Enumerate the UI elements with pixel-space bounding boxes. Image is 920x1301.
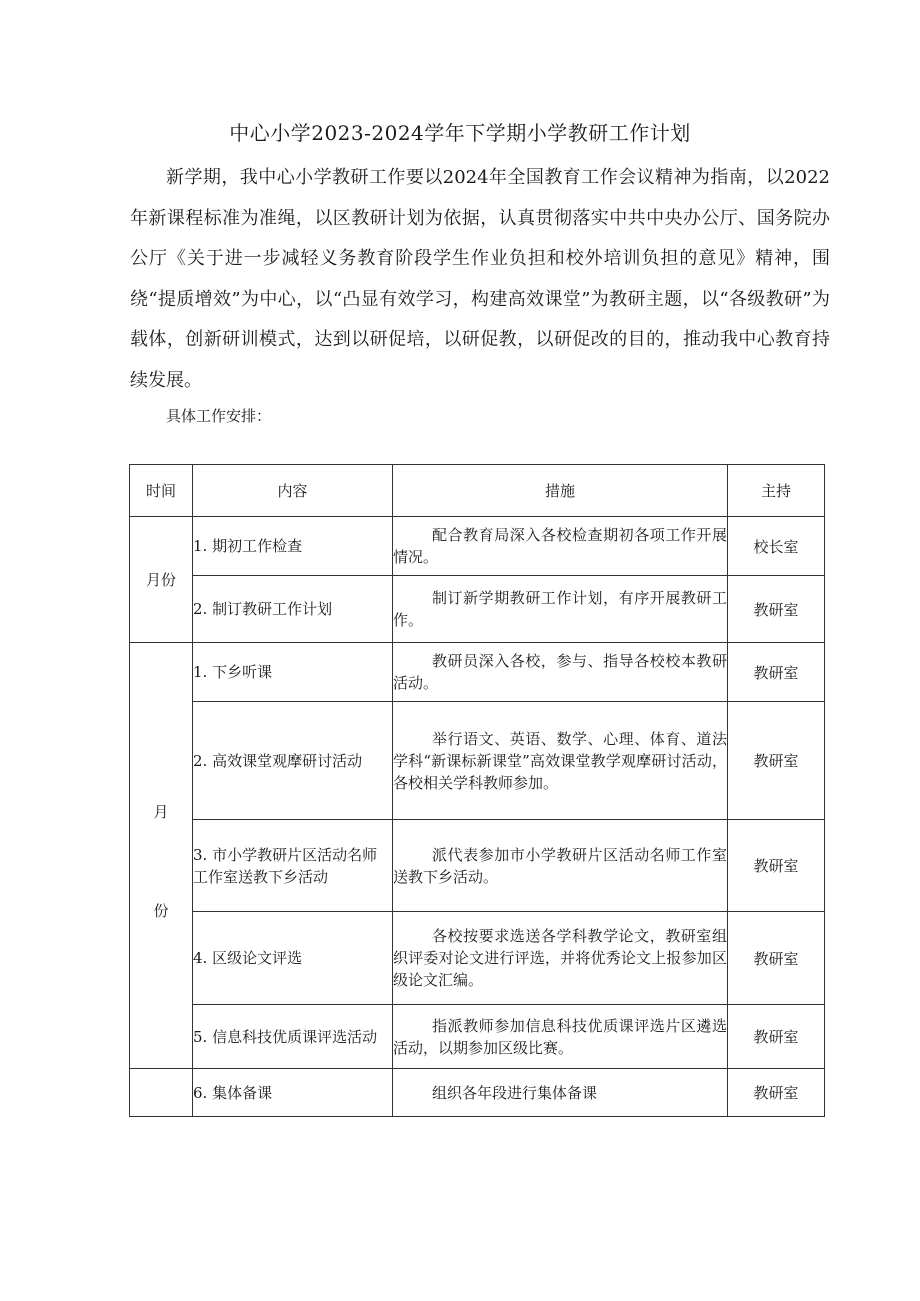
content-cell: 3. 市小学教研片区活动名师工作室送教下乡活动	[193, 820, 393, 912]
content-cell: 1. 下乡听课	[193, 643, 393, 702]
header-time: 时间	[130, 465, 193, 517]
measure-cell: 制订新学期教研工作计划，有序开展教研工作。	[393, 576, 728, 643]
host-cell: 教研室	[728, 1069, 825, 1117]
time-cell-empty	[130, 1069, 193, 1117]
header-measure: 措施	[393, 465, 728, 517]
host-cell: 教研室	[728, 576, 825, 643]
content-cell: 6. 集体备课	[193, 1069, 393, 1117]
host-cell: 教研室	[728, 820, 825, 912]
time-cell-month-1: 月份	[130, 517, 193, 643]
table-row	[130, 1005, 825, 1069]
host-cell: 教研室	[728, 643, 825, 702]
host-cell: 教研室	[728, 702, 825, 820]
time-cell-line-2: 份	[153, 902, 169, 920]
arrangement-label: 具体工作安排：	[166, 407, 272, 425]
host-cell: 教研室	[728, 912, 825, 1005]
host-cell: 教研室	[728, 1005, 825, 1069]
measure-cell: 配合教育局深入各校检查期初各项工作开展情况。	[393, 517, 728, 576]
measure-cell: 指派教师参加信息科技优质课评选片区遴选活动，以期参加区级比赛。	[393, 1005, 728, 1069]
document-title: 中心小学2023-2024学年下学期小学教研工作计划	[229, 121, 691, 145]
table-row	[130, 820, 825, 912]
time-cell-line-1: 月	[153, 803, 169, 821]
content-cell: 1. 期初工作检查	[193, 517, 393, 576]
table-row	[130, 702, 825, 820]
measure-cell: 教研员深入各校，参与、指导各校校本教研活动。	[393, 643, 728, 702]
content-cell: 2. 制订教研工作计划	[193, 576, 393, 643]
table-row	[130, 1069, 825, 1117]
table-row	[130, 643, 825, 702]
table-row	[130, 517, 825, 576]
content-cell: 2. 高效课堂观摩研讨活动	[193, 702, 393, 820]
measure-cell: 派代表参加市小学教研片区活动名师工作室送教下乡活动。	[393, 820, 728, 912]
content-cell: 4. 区级论文评选	[193, 912, 393, 1005]
measure-cell: 组织各年段进行集体备课	[393, 1069, 728, 1117]
measure-cell: 举行语文、英语、数学、心理、体育、道法学科“新课标新课堂”高效课堂教学观摩研讨活动，各校相关学科教师参加。	[393, 702, 728, 820]
host-cell: 校长室	[728, 517, 825, 576]
content-cell: 5. 信息科技优质课评选活动	[193, 1005, 393, 1069]
time-cell-month-2	[130, 643, 193, 1069]
table-header-row	[130, 465, 825, 517]
table-row	[130, 912, 825, 1005]
table-row	[130, 576, 825, 643]
intro-paragraph: 新学期，我中心小学教研工作要以2024年全国教育工作会议精神为指南，以2022年新课程标准为准绳，以区教研计划为依据，认真贯彻落实中共中央办公厅、国务院办公厅《关于进一步减轻义务教育阶段学生作业负担和校外培训负担的意见》精神，围绕“提质增效”为中心，以“凸显有效学习，构建高效课堂”为教研主题，以“各级教研”为载体，创新研训模式，达到以研促培，以研促教，以研促改的目的，推动我中心教育持续发展。	[130, 167, 830, 391]
header-content: 内容	[193, 465, 393, 517]
header-host: 主持	[728, 465, 825, 517]
measure-cell: 各校按要求选送各学科教学论文，教研室组织评委对论文进行评选，并将优秀论文上报参加区级论文汇编。	[393, 912, 728, 1005]
work-plan-table	[129, 464, 825, 1117]
